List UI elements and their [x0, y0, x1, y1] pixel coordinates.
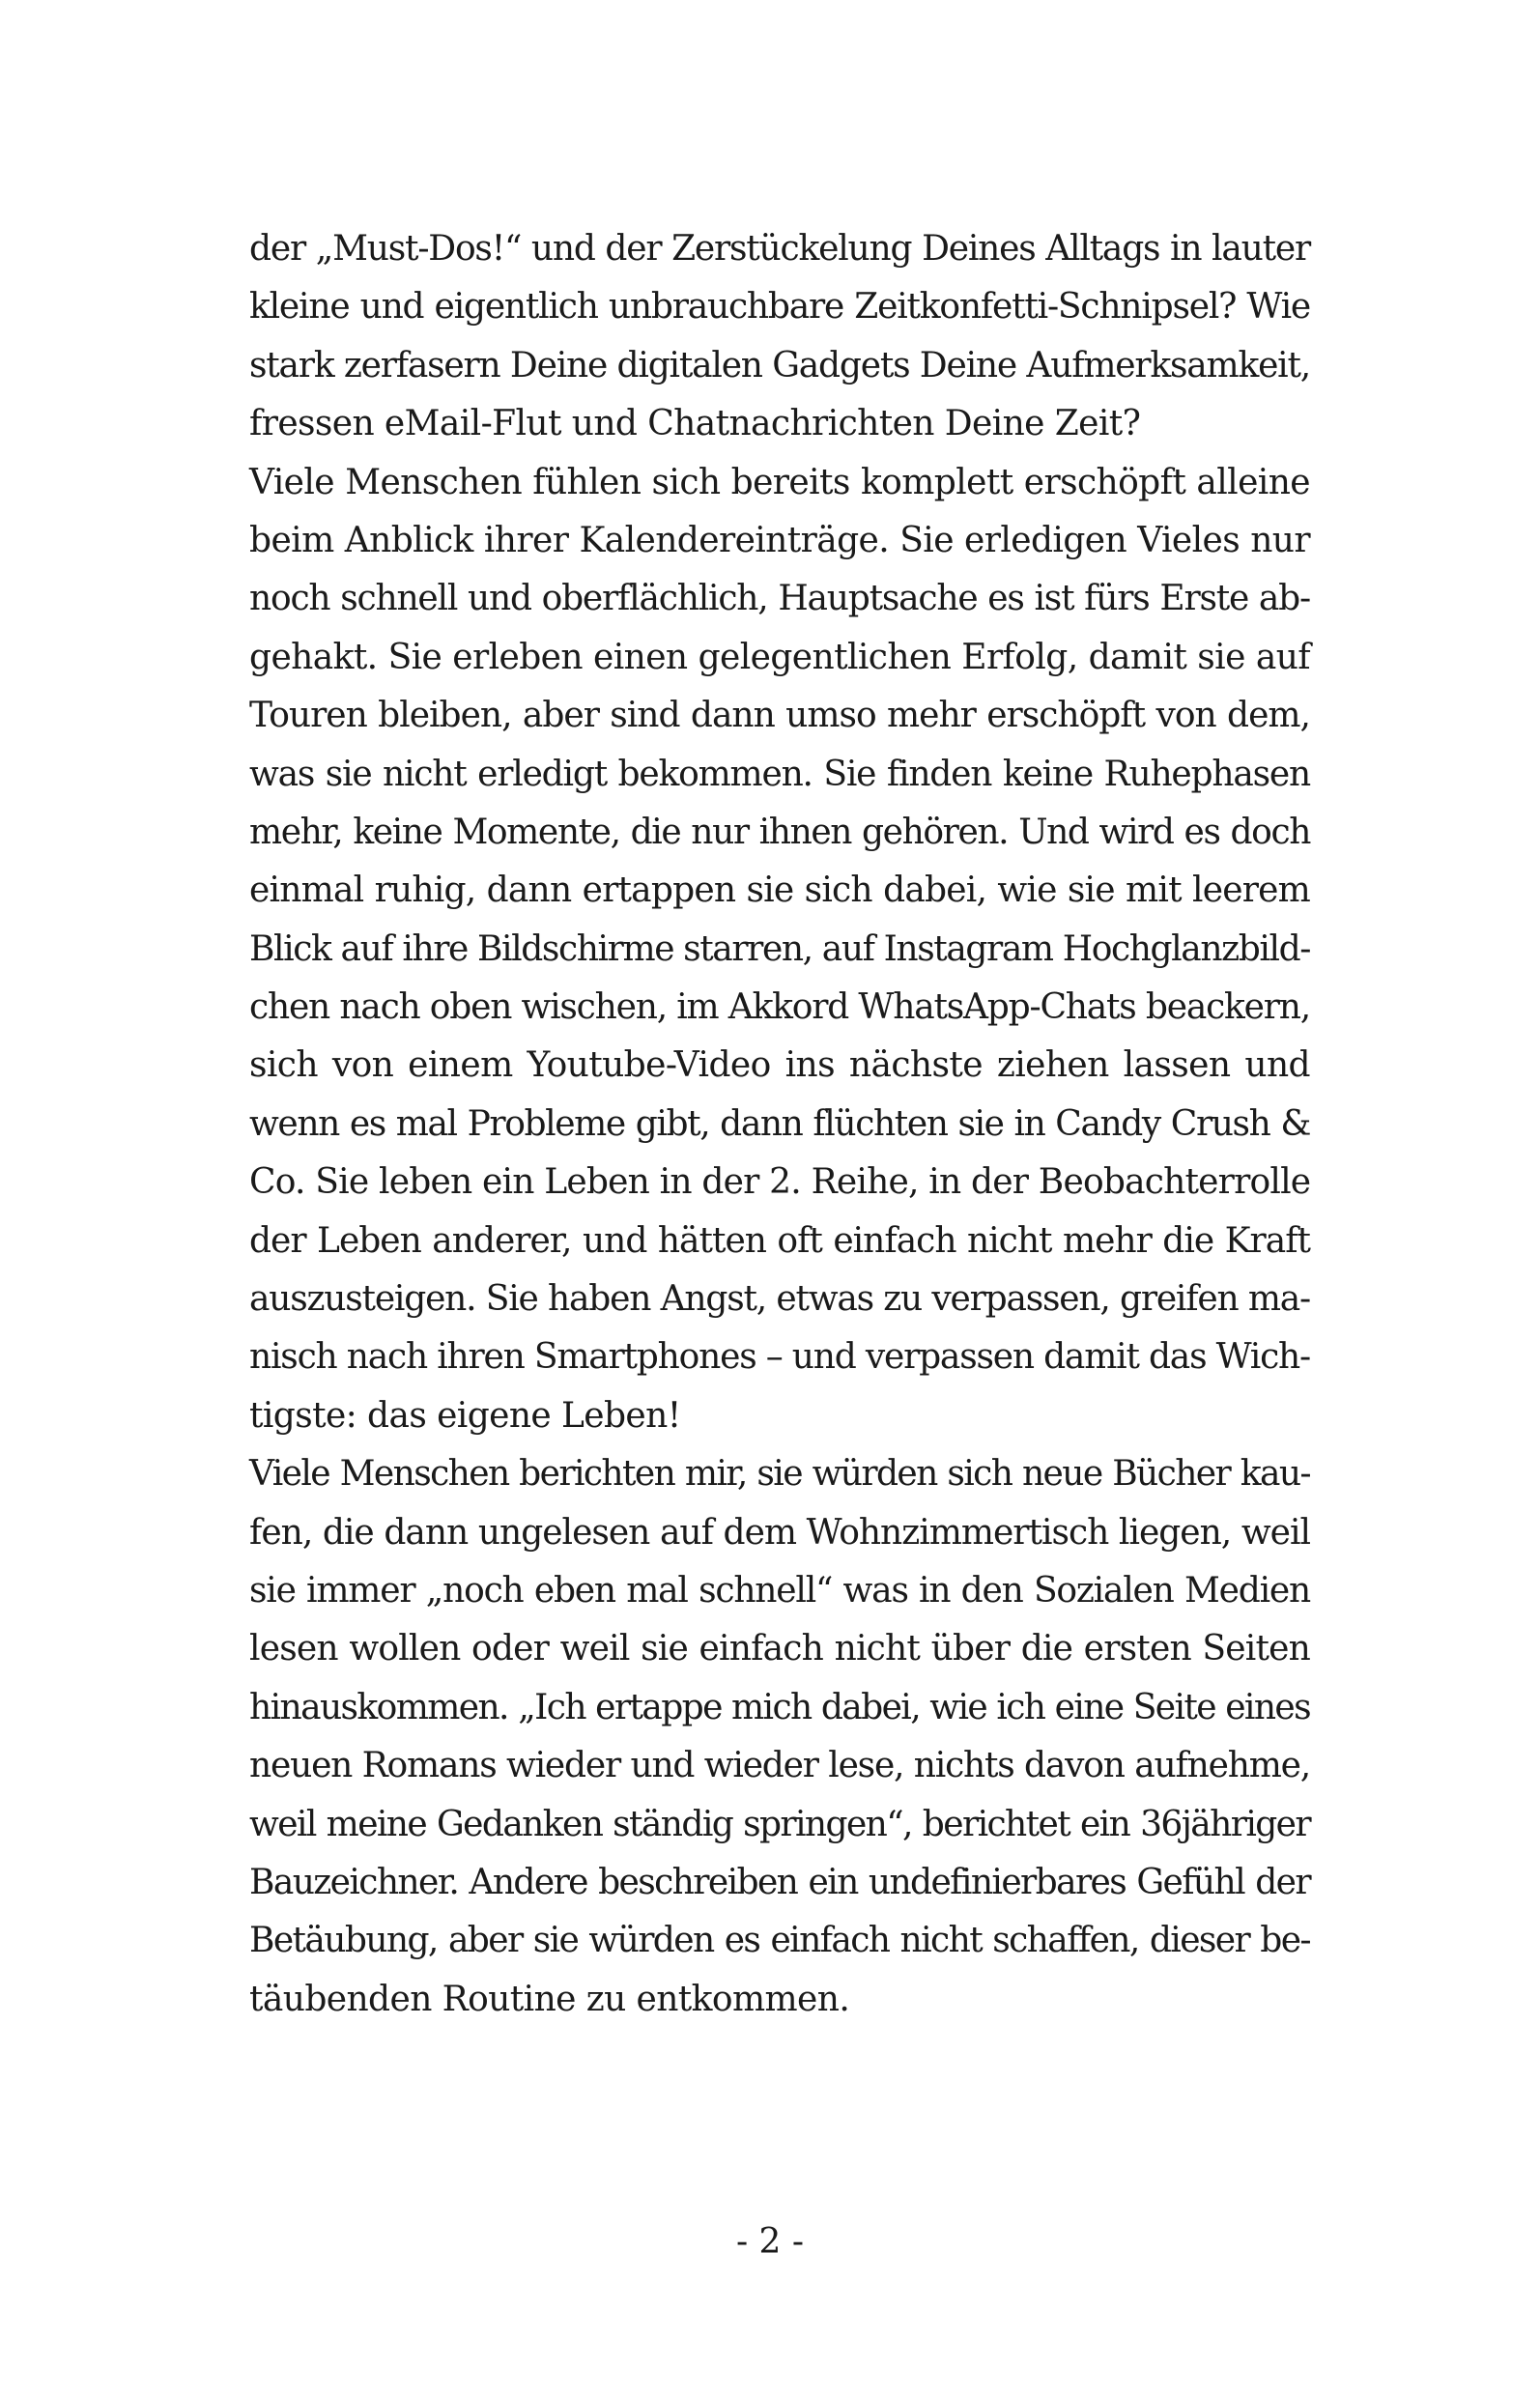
text-line: stark zerfasern Deine digitalen Gadgets Deine Aufmerksamkeit, — [249, 345, 1310, 385]
text-line: hinauskommen. „Ich ertappe mich dabei, wie ich eine Seite eines — [249, 1687, 1310, 1727]
text-line: fressen eMail-Flut und Chatnachrichten Deine Zeit? — [249, 404, 1141, 444]
text-line: sich von einem Youtube-Video ins nächste ziehen lassen und — [249, 1045, 1310, 1086]
text-line: kleine und eigentlich unbrauchbare Zeitkonfetti-Schnipsel? Wie — [249, 287, 1310, 328]
text-line: mehr, keine Momente, die nur ihnen gehören. Und wird es doch — [249, 812, 1310, 852]
paragraph — [249, 1445, 1310, 2029]
text-line: einmal ruhig, dann ertappen sie sich dabei, wie sie mit leerem — [249, 870, 1310, 911]
text-line: Viele Menschen berichten mir, sie würden sich neue Bücher kau- — [249, 1454, 1310, 1495]
text-line: nisch nach ihren Smartphones – und verpassen damit das Wich- — [249, 1337, 1310, 1378]
paragraph — [249, 220, 1310, 454]
text-line: Bauzeichner. Andere beschreiben ein undefinierbares Gefühl der — [249, 1862, 1310, 1902]
text-line: chen nach oben wischen, im Akkord WhatsApp-Chats beackern, — [249, 987, 1310, 1028]
text-line: Betäubung, aber sie würden es einfach nicht schaffen, dieser be- — [249, 1921, 1310, 1961]
text-line: Touren bleiben, aber sind dann umso mehr erschöpft von dem, — [249, 696, 1310, 736]
text-line: Co. Sie leben ein Leben in der 2. Reihe, in der Beobachterrolle — [249, 1162, 1311, 1203]
text-line: der „Must-Dos!“ und der Zerstückelung Deines Alltags in lauter — [249, 229, 1310, 269]
text-line: der Leben anderer, und hätten oft einfach nicht mehr die Kraft — [249, 1220, 1310, 1261]
page-number: - 2 - — [735, 2222, 805, 2262]
text-line: täubenden Routine zu entkommen. — [249, 1979, 850, 2019]
text-line: neuen Romans wieder und wieder lese, nichts davon aufnehme, — [249, 1746, 1310, 1786]
text-line: Blick auf ihre Bildschirme starren, auf Instagram Hochglanzbild- — [249, 928, 1310, 969]
text-line: tigste: das eigene Leben! — [249, 1395, 681, 1436]
text-line: lesen wollen oder weil sie einfach nicht über die ersten Seiten — [249, 1629, 1310, 1669]
text-line: sie immer „noch eben mal schnell“ was in den Sozialen Medien — [249, 1570, 1310, 1611]
body-text — [249, 220, 1310, 2029]
paragraph — [249, 454, 1310, 1446]
text-line: auszusteigen. Sie haben Angst, etwas zu verpassen, greifen ma- — [249, 1279, 1310, 1320]
text-line: noch schnell und oberflächlich, Hauptsache es ist fürs Erste ab- — [249, 579, 1310, 619]
text-line: beim Anblick ihrer Kalendereinträge. Sie erledigen Vieles nur — [249, 520, 1310, 560]
text-line: fen, die dann ungelesen auf dem Wohnzimmertisch liegen, weil — [249, 1512, 1310, 1553]
text-line: wenn es mal Probleme gibt, dann flüchten sie in Candy Crush & — [249, 1103, 1310, 1144]
text-line: gehakt. Sie erleben einen gelegentlichen Erfolg, damit sie auf — [249, 637, 1310, 677]
text-line: weil meine Gedanken ständig springen“, berichtet ein 36jähriger — [249, 1804, 1310, 1844]
text-line: Viele Menschen fühlen sich bereits komplett erschöpft alleine — [249, 462, 1310, 502]
text-line: was sie nicht erledigt bekommen. Sie finden keine Ruhephasen — [249, 754, 1310, 794]
